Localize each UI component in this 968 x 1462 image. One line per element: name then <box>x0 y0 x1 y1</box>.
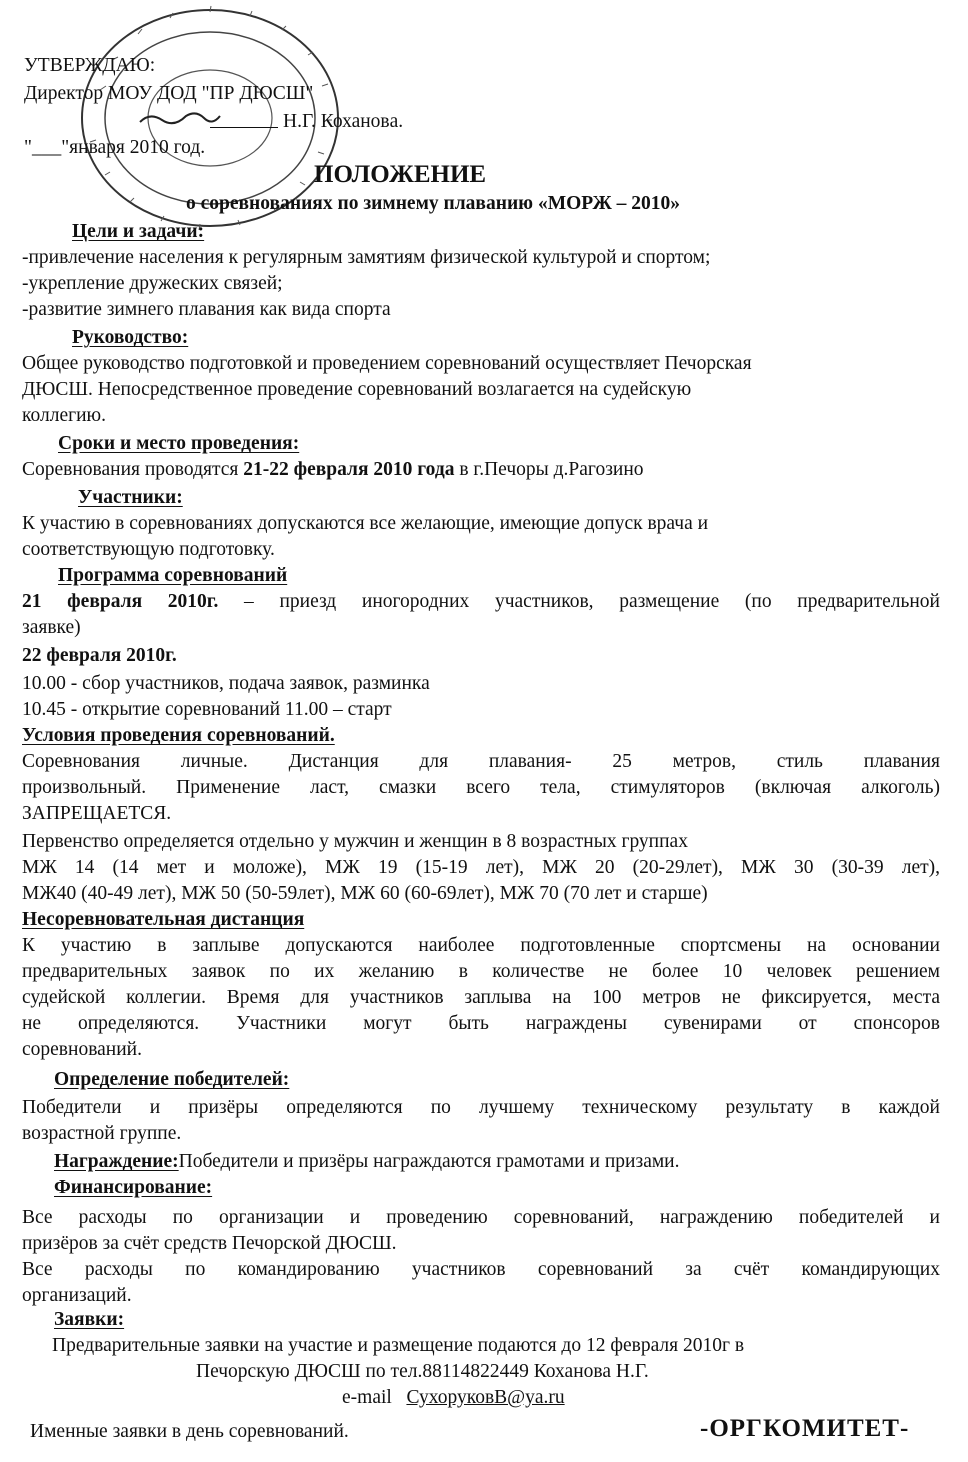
leadership-text: ДЮСШ. Непосредственное проведение соревнований возлагается на судейскую <box>22 379 692 400</box>
leadership-text: коллегию. <box>22 405 106 426</box>
organizing-committee: -ОРГКОМИТЕТ- <box>700 1415 910 1442</box>
dates-text <box>22 458 644 482</box>
conditions-text: ЗАПРЕЩАЕТСЯ. <box>22 803 172 824</box>
email-link[interactable]: СухоруковВ@ya.ru <box>406 1387 565 1408</box>
program-day2-date: 22 февраля 2010г. <box>22 645 177 666</box>
conditions-text: Соревнования личные. Дистанция для плавания- 25 метров, стиль плавания <box>22 751 940 772</box>
conditions-text: МЖ 14 (14 мет и моложе), МЖ 19 (15-19 лет), МЖ 20 (20-29лет), МЖ 30 (30-39 лет), <box>22 857 940 878</box>
finance-text: Все расходы по командированию участников соревнований за счёт командирующих <box>22 1259 940 1280</box>
dates-place: в г.Печоры д.Рагозино <box>459 459 644 480</box>
applications-heading: Заявки: <box>54 1309 125 1330</box>
signature-scribble <box>140 113 220 123</box>
noncompetitive-text: не определяются. Участники могут быть награждены сувенирами от спонсоров <box>22 1013 940 1034</box>
applications-text: Печорскую ДЮСШ по тел.88114822449 Коханова Н.Г. <box>196 1361 649 1382</box>
approval-line-2: Директор МОУ ДОД "ПР ДЮСШ" <box>24 83 314 104</box>
document-subtitle: о соревнованиях по зимнему плаванию «МОРЖ – 2010» <box>186 193 681 214</box>
winners-text: возрастной группе. <box>22 1123 182 1144</box>
email-label: e-mail <box>342 1387 392 1408</box>
dates-date: 21-22 февраля 2010 года <box>243 459 455 480</box>
approval-signatory: Н.Г. Кохановa. <box>283 111 404 132</box>
conditions-text: Первенство определяется отдельно у мужчин и женщин в 8 возрастных группах <box>22 831 688 852</box>
awards-line <box>54 1150 680 1174</box>
noncompetitive-text: предварительных заявок по их желанию в количестве не более 10 человек решением <box>22 961 940 982</box>
program-day1-cont: заявке) <box>22 617 81 638</box>
applications-email-line <box>342 1386 565 1410</box>
conditions-heading: Условия проведения соревнований. <box>22 725 335 746</box>
winners-heading: Определение победителей: <box>54 1069 290 1090</box>
awards-text: Победители и призёры награждаются грамотами и призами. <box>178 1151 680 1172</box>
dates-heading: Сроки и место проведения: <box>58 433 300 454</box>
noncompetitive-text: судейской коллегии. Время для участников заплыва на 100 метров не фиксируется, места <box>22 987 940 1008</box>
document-title: ПОЛОЖЕНИЕ <box>314 161 487 188</box>
leadership-text: Общее руководство подготовкой и проведением соревнований осуществляет Печорская <box>22 353 752 374</box>
signature-underline <box>210 127 278 128</box>
goals-item: -развитие зимнего плавания как вида спорта <box>22 299 391 320</box>
finance-text: организаций. <box>22 1285 132 1306</box>
program-heading: Программа соревнований <box>58 565 288 586</box>
goals-item: -укрепление дружеских связей; <box>22 273 283 294</box>
winners-text: Победители и призёры определяются по лучшему техническому результату в каждой <box>22 1097 940 1118</box>
finance-text: Все расходы по организации и проведению соревнований, награждению победителей и <box>22 1207 940 1228</box>
applications-text: Именные заявки в день соревнований. <box>30 1421 349 1442</box>
applications-text: Предварительные заявки на участие и размещение подаются до 12 февраля 2010г в <box>52 1335 745 1356</box>
program-day1-text: – приезд иногородних участников, размещение (по предварительной <box>244 591 940 612</box>
awards-heading: Награждение: <box>54 1151 179 1172</box>
approval-date: "___"января 2010 год. <box>24 137 206 158</box>
participants-text: К участию в соревнованиях допускаются все желающие, имеющие допуск врача и <box>22 513 709 534</box>
participants-heading: Участники: <box>78 487 183 508</box>
approval-line-1: УТВЕРЖДАЮ: <box>24 55 156 76</box>
noncompetitive-text: соревнований. <box>22 1039 142 1060</box>
goals-heading: Цели и задачи: <box>72 221 205 242</box>
dates-pre: Соревнования проводятся <box>22 459 239 480</box>
participants-text: соответствующую подготовку. <box>22 539 275 560</box>
program-item: 10.00 - сбор участников, подача заявок, разминка <box>22 673 430 694</box>
finance-text: призёров за счёт средств Печорской ДЮСШ. <box>22 1233 397 1254</box>
noncompetitive-heading: Несоревновательная дистанция <box>22 909 305 930</box>
program-day1 <box>22 590 940 614</box>
program-day1-date: 21 февраля 2010г. <box>22 591 219 612</box>
finance-heading: Финансирование: <box>54 1177 213 1198</box>
noncompetitive-text: К участию в заплыве допускаются наиболее подготовленные спортсмены на основании <box>22 935 940 956</box>
leadership-heading: Руководство: <box>72 327 189 348</box>
conditions-text: МЖ40 (40-49 лет), МЖ 50 (50-59лет), МЖ 60 (60-69лет), МЖ 70 (70 лет и старше) <box>22 883 708 904</box>
goals-item: -привлечение населения к регулярным замятиям физической культурой и спортом; <box>22 247 711 268</box>
conditions-text: произвольный. Применение ласт, смазки всего тела, стимуляторов (включая алкоголь) <box>22 777 940 798</box>
program-item: 10.45 - открытие соревнований 11.00 – старт <box>22 699 392 720</box>
